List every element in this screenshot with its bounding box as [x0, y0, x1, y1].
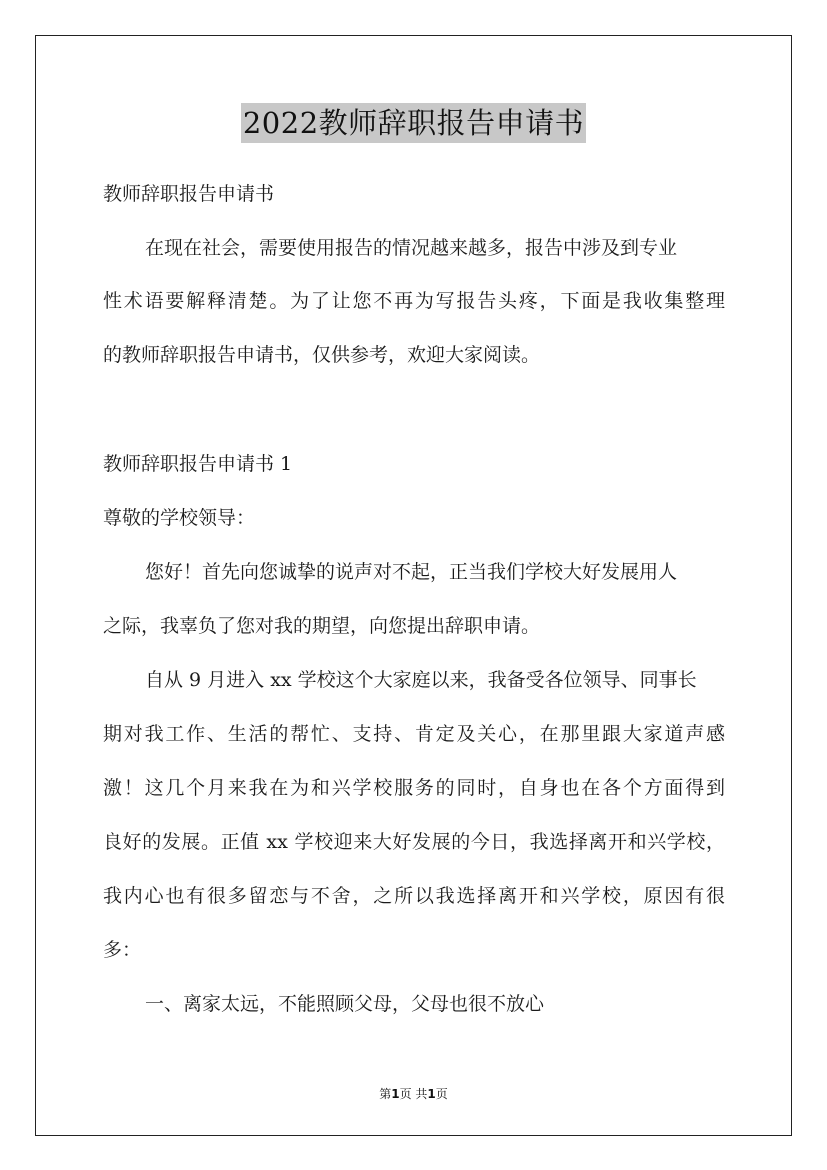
- para2-line-5: 我内心也有很多留恋与不舍，之所以我选择离开和兴学校，原因有很: [103, 885, 725, 907]
- footer-mid: 页 共: [399, 1087, 428, 1101]
- footer-suffix: 页: [435, 1087, 448, 1101]
- footer-page-total: 1: [427, 1087, 436, 1101]
- section-heading: 教师辞职报告申请书 1: [103, 453, 293, 475]
- para2-line-4: 良好的发展。正值 xx 学校迎来大好发展的今日，我选择离开和兴学校，: [103, 831, 725, 853]
- para2-line-3: 激！这几个月来我在为和兴学校服务的同时，自身也在各个方面得到: [103, 777, 725, 799]
- intro-line-2: 性术语要解释清楚。为了让您不再为写报告头疼，下面是我收集整理: [103, 290, 725, 312]
- document-subtitle: 教师辞职报告申请书: [103, 183, 275, 205]
- footer-prefix: 第: [379, 1087, 392, 1101]
- footer-page-number: 1: [391, 1087, 400, 1101]
- page-footer: [0, 1085, 827, 1102]
- point-1: 一、离家太远，不能照顾父母，父母也很不放心: [145, 993, 545, 1015]
- salutation: 尊敬的学校领导：: [103, 507, 256, 529]
- document-title: 2022教师辞职报告申请书: [241, 103, 586, 143]
- para2-line-6: 多：: [103, 939, 142, 961]
- intro-line-3: 的教师辞职报告申请书，仅供参考，欢迎大家阅读。: [103, 344, 541, 366]
- title-container: [0, 103, 827, 143]
- para1-line-1: 您好！首先向您诚挚的说声对不起，正当我们学校大好发展用人: [145, 561, 678, 583]
- intro-line-1: 在现在社会，需要使用报告的情况越来越多，报告中涉及到专业: [145, 237, 678, 259]
- para1-line-2: 之际，我辜负了您对我的期望，向您提出辞职申请。: [103, 615, 541, 637]
- para2-line-1: 自从 9 月进入 xx 学校这个大家庭以来，我备受各位领导、同事长: [145, 669, 697, 691]
- para2-line-2: 期对我工作、生活的帮忙、支持、肯定及关心，在那里跟大家道声感: [103, 723, 725, 745]
